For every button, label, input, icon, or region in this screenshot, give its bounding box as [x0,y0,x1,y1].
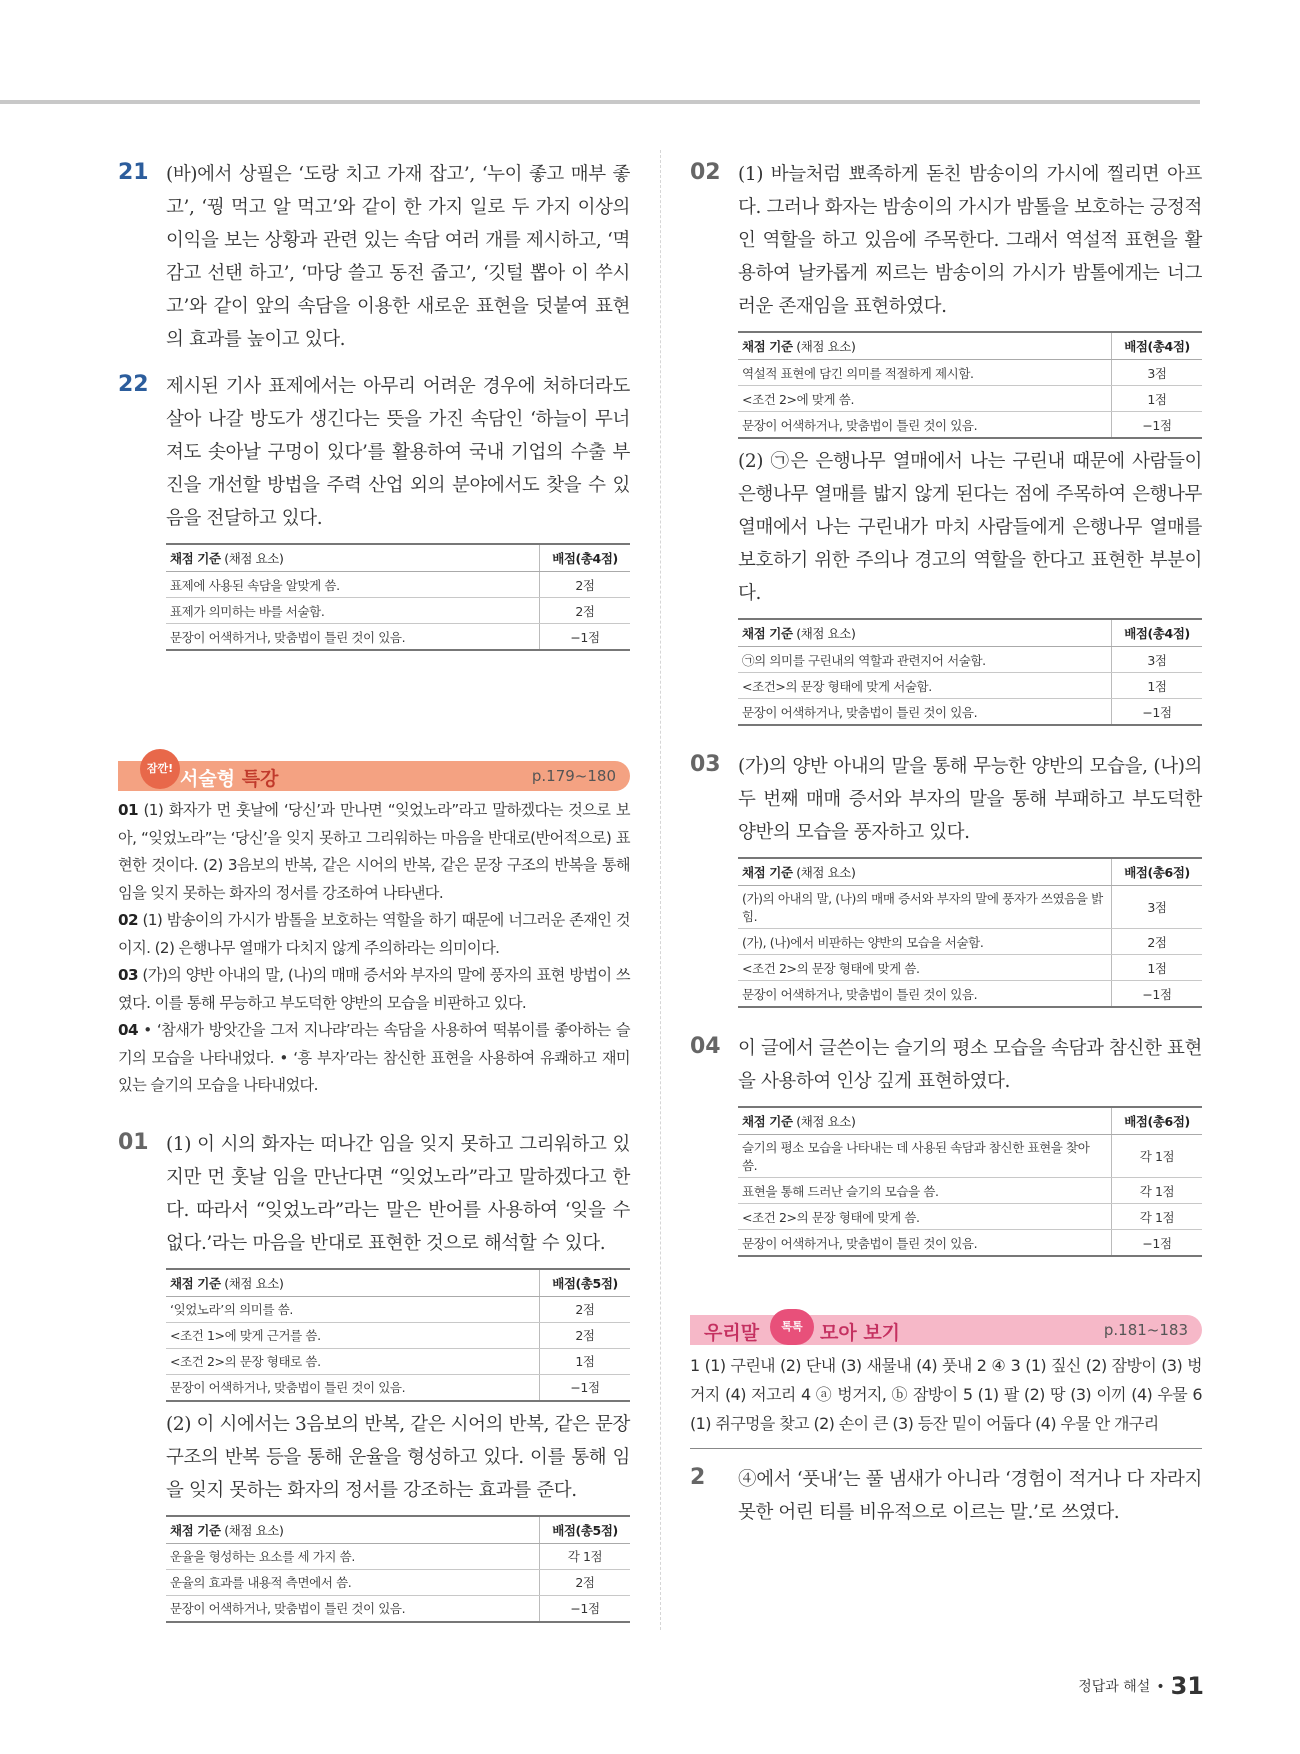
page-number: 31 [1170,1672,1204,1700]
table-row [166,1322,630,1348]
scoring-table [166,543,630,651]
question-01 [118,1128,630,1623]
criteria-cell: 문장이 어색하거나, 맞춤법이 틀린 것이 있음. [738,1230,1112,1257]
points-cell: 3점 [1112,886,1203,929]
question-21 [118,158,630,356]
section-title: 서술형 특강 [180,768,279,790]
table-row [166,572,630,598]
points-cell: 2점 [1112,929,1203,955]
question-number: 01 [118,1129,149,1155]
criteria-cell: 표제가 의미하는 바를 서술함. [166,598,540,624]
question-number: 22 [118,372,149,397]
criteria-cell: <조건 2>의 문장 형태로 씀. [166,1348,540,1374]
points-cell: 배점(총4점) [1112,332,1203,360]
footer-label: 정답과 해설 [1078,1679,1151,1695]
table-header-row [738,1107,1202,1135]
points-cell: −1점 [1112,699,1203,726]
special-lecture-header [118,761,630,791]
criteria-cell: <조건 1>에 맞게 근거를 씀. [166,1322,540,1348]
question-number: 02 [690,160,721,185]
table-row [166,1543,630,1569]
table-row [738,929,1202,955]
question-number: 21 [118,160,149,185]
table-row [738,673,1202,699]
criteria-cell: 표현을 통해 드러난 슬기의 모습을 씀. [738,1178,1112,1204]
table-row [738,412,1202,439]
criteria-cell: 문장이 어색하거나, 맞춤법이 틀린 것이 있음. [166,1595,540,1622]
criteria-cell: 운율을 형성하는 요소를 세 가지 씀. [166,1543,540,1569]
list-item: 03 (가)의 양반 아내의 말, (나)의 매매 증서와 부자의 말에 풍자의 표현 방법이 쓰였다. 이를 통해 무능하고 부도덕한 양반의 모습을 비판하고 있다. [118,966,630,1012]
criteria-cell: 문장이 어색하거나, 맞춤법이 틀린 것이 있음. [738,981,1112,1008]
scoring-table [738,618,1202,726]
badge: 톡톡 [770,1309,814,1345]
criteria-cell: 표제에 사용된 속담을 알맞게 씀. [166,572,540,598]
points-cell: 배점(총4점) [1112,619,1203,647]
question-number: 03 [690,752,721,777]
criteria-cell: ㉠의 의미를 구린내의 역할과 관련지어 서술함. [738,647,1112,673]
answer-text: 제시된 기사 표제에서는 아무리 어려운 경우에 처하더라도 살아 나갈 방도가 생긴다는 뜻을 가진 속담인 ‘하늘이 무너져도 솟아날 구멍이 있다’를 활용하여 국내 기업의 수출 부진을 개선할 방법을 주력 산업 외의 분야에서도 찾을 수 있음을 전달하고 있다. [166,376,630,529]
scoring-table [166,1268,630,1402]
criteria-cell: 슬기의 평소 모습을 나타내는 데 사용된 속담과 참신한 표현을 찾아 씀. [738,1135,1112,1178]
scoring-table [738,1106,1202,1257]
question-03 [690,750,1202,1008]
table-row [738,1135,1202,1178]
table-header-row [166,1516,630,1544]
question-2 [690,1463,1202,1529]
criteria-cell: 문장이 어색하거나, 맞춤법이 틀린 것이 있음. [166,1374,540,1401]
points-cell: 1점 [1112,386,1203,412]
criteria-cell: (가)의 아내의 말, (나)의 매매 증서와 부자의 말에 풍자가 쓰였음을 밝힘. [738,886,1112,929]
page-footer [1078,1672,1204,1700]
divider [690,1448,1202,1449]
right-column [690,158,1202,1543]
table-header-row [738,858,1202,886]
criteria-cell: 역설적 표현에 담긴 의미를 적절하게 제시함. [738,360,1112,386]
criteria-cell: 채점 기준 (채점 요소) [166,1269,540,1297]
answer-text-2: (2) ㉠은 은행나무 열매에서 나는 구린내 때문에 사람들이 은행나무 열매를 밟지 않게 된다는 점에 주목하여 은행나무 열매에서 나는 구린내가 마치 사람들에게 은행나무 열매를 보호하기 위한 주의나 경고의 역할을 한다고 표현한 부분이다. [738,451,1202,604]
answer-text: ④에서 ‘풋내’는 풀 냄새가 아니라 ‘경험이 적거나 다 자라지 못한 어린 티를 비유적으로 이르는 말.’로 쓰였다. [738,1469,1202,1523]
points-cell: −1점 [1112,1230,1203,1257]
points-cell: 배점(총6점) [1112,858,1203,886]
page-reference: p.179~180 [531,767,616,785]
points-cell: 배점(총5점) [540,1269,631,1297]
page-reference: p.181~183 [1103,1321,1188,1339]
points-cell: 배점(총5점) [540,1516,631,1544]
criteria-cell: ‘잊었노라’의 의미를 씀. [166,1296,540,1322]
points-cell: 1점 [1112,955,1203,981]
list-item: 02 (1) 밤송이의 가시가 밤톨을 보호하는 역할을 하기 때문에 너그러운 존재인 것이지. (2) 은행나무 열매가 다치지 않게 주의하라는 의미이다. [118,911,630,957]
table-header-row [738,332,1202,360]
question-04 [690,1032,1202,1257]
table-row [738,1230,1202,1257]
bullet-icon: • [1156,1679,1165,1695]
table-row [738,360,1202,386]
table-row [166,1296,630,1322]
answer-text: (바)에서 상필은 ‘도랑 치고 가재 잡고’, ‘누이 좋고 매부 좋고’, ‘꿩 먹고 알 먹고’와 같이 한 가지 일로 두 가지 이상의 이익을 보는 상황과 관련 있는 속담 여러 개를 제시하고, ‘멱 감고 선탠 하고’, ‘마당 쓸고 동전 줍고’, ‘깃털 뽑아 이 쑤시고’와 같이 앞의 속담을 이용한 새로운 표현을 덧붙여 표현의 효과를 높이고 있다. [166,164,630,350]
section-title-2: 모아 보기 [820,1322,901,1344]
points-cell: 각 1점 [1112,1135,1203,1178]
criteria-cell: 문장이 어색하거나, 맞춤법이 틀린 것이 있음. [166,624,540,651]
points-cell: 배점(총6점) [1112,1107,1203,1135]
points-cell: 배점(총4점) [540,544,631,572]
section-title: 우리말 [704,1322,760,1344]
points-cell: 각 1점 [540,1543,631,1569]
points-cell: 3점 [1112,647,1203,673]
answer-text: 이 글에서 글쓴이는 슬기의 평소 모습을 속담과 참신한 표현을 사용하여 인상 깊게 표현하였다. [738,1038,1202,1092]
points-cell: −1점 [540,1595,631,1622]
points-cell: 2점 [540,1569,631,1595]
points-cell: 2점 [540,572,631,598]
table-row [738,955,1202,981]
points-cell: 1점 [540,1348,631,1374]
table-row [738,981,1202,1008]
answer-text-2: (2) 이 시에서는 3음보의 반복, 같은 시어의 반복, 같은 문장 구조의 반복 등을 통해 운율을 형성하고 있다. 이를 통해 임을 잊지 못하는 화자의 정서를 강조하는 효과를 준다. [166,1413,630,1501]
table-row [738,699,1202,726]
points-cell: 각 1점 [1112,1204,1203,1230]
criteria-cell: 문장이 어색하거나, 맞춤법이 틀린 것이 있음. [738,412,1112,439]
points-cell: 각 1점 [1112,1178,1203,1204]
question-number: 04 [690,1034,721,1059]
column-separator [660,150,661,1630]
points-cell: 1점 [1112,673,1203,699]
left-column [118,158,630,1637]
table-header-row [738,619,1202,647]
answer-text-1: (1) 이 시의 화자는 떠나간 임을 잊지 못하고 그리워하고 있지만 먼 훗날 임을 만난다면 “잊었노라”라고 말하겠다고 한다. 따라서 “잊었노라”라는 말은 반어를 사용하여 ‘잊을 수 없다.’라는 마음을 반대로 표현한 것으로 해석할 수 있다. [166,1133,630,1254]
question-22 [118,370,630,651]
points-cell: 2점 [540,1296,631,1322]
table-row [166,1374,630,1401]
criteria-cell: 채점 기준 (채점 요소) [166,1516,540,1544]
table-row [738,1204,1202,1230]
table-row [738,886,1202,929]
points-cell: 2점 [540,1322,631,1348]
criteria-cell: <조건 2>의 문장 형태에 맞게 씀. [738,955,1112,981]
question-02 [690,158,1202,726]
criteria-cell: (가), (나)에서 비판하는 양반의 모습을 서술함. [738,929,1112,955]
criteria-cell: 채점 기준 (채점 요소) [738,858,1112,886]
criteria-cell: 채점 기준 (채점 요소) [166,544,540,572]
answer-text-1: (1) 바늘처럼 뾰족하게 돋친 밤송이의 가시에 찔리면 아프다. 그러나 화자는 밤송이의 가시가 밤톨을 보호하는 긍정적인 역할을 하고 있음에 주목한다. 그래서 역설적 표현을 활용하여 날카롭게 찌르는 밤송이의 가시가 밤톨에게는 너그러운 존재임을 표현하였다. [738,164,1202,317]
word-review-header [690,1315,1202,1345]
criteria-cell: <조건 2>에 맞게 씀. [738,386,1112,412]
table-row [166,1595,630,1622]
points-cell: −1점 [1112,412,1203,439]
points-cell: −1점 [540,624,631,651]
points-cell: 2점 [540,598,631,624]
table-header-row [166,1269,630,1297]
points-cell: −1점 [1112,981,1203,1008]
table-row [738,386,1202,412]
criteria-cell: 문장이 어색하거나, 맞춤법이 틀린 것이 있음. [738,699,1112,726]
top-rule [0,100,1200,104]
points-cell: −1점 [540,1374,631,1401]
table-row [738,1178,1202,1204]
table-row [166,598,630,624]
answer-text: (가)의 양반 아내의 말을 통해 무능한 양반의 모습을, (나)의 두 번째 매매 증서와 부자의 말을 통해 부패하고 부도덕한 양반의 모습을 풍자하고 있다. [738,756,1202,843]
table-row [166,1348,630,1374]
table-header-row [166,544,630,572]
word-review-answers: 1 (1) 구린내 (2) 단내 (3) 새물내 (4) 풋내 2 ④ 3 (1) 짚신 (2) 잠방이 (3) 벙거지 (4) 저고리 4 ⓐ 벙거지, ⓑ 잠방이 5 (1) 팔 (2) 땅 (3) 이끼 (4) 우물 6 (1) 쥐구멍을 찾고 (2) 손이 큰 (3) 등잔 밑이 어둡다 (4) 우물 안 개구리 [690,1356,1202,1433]
scoring-table [166,1515,630,1623]
criteria-cell: 채점 기준 (채점 요소) [738,332,1112,360]
badge: 잠깐! [140,749,180,789]
criteria-cell: <조건>의 문장 형태에 맞게 서술함. [738,673,1112,699]
criteria-cell: 채점 기준 (채점 요소) [738,619,1112,647]
criteria-cell: <조건 2>의 문장 형태에 맞게 씀. [738,1204,1112,1230]
criteria-cell: 채점 기준 (채점 요소) [738,1107,1112,1135]
points-cell: 3점 [1112,360,1203,386]
list-item: 04 • ‘참새가 방앗간을 그저 지나랴’라는 속담을 사용하여 떡볶이를 좋아하는 슬기의 모습을 나타내었다. • ‘흥 부자’라는 참신한 표현을 사용하여 유쾌하고 재미있는 슬기의 모습을 나타내었다. [118,1021,630,1094]
table-row [738,647,1202,673]
question-number: 2 [690,1465,706,1490]
table-row [166,624,630,651]
list-item: 01 (1) 화자가 먼 훗날에 ‘당신’과 만나면 “잊었노라”라고 말하겠다는 것으로 보아, “잊었노라”는 ‘당신’을 잊지 못하고 그리워하는 마음을 반대로(반어적으로) 표현한 것이다. (2) 3음보의 반복, 같은 시어의 반복, 같은 문장 구조의 반복을 통해 임을 잊지 못하는 화자의 정서를 강조하여 나타낸다. [118,801,630,902]
scoring-table [738,857,1202,1008]
special-lecture-body [118,797,630,1100]
scoring-table [738,331,1202,439]
criteria-cell: 운율의 효과를 내용적 측면에서 씀. [166,1569,540,1595]
table-row [166,1569,630,1595]
